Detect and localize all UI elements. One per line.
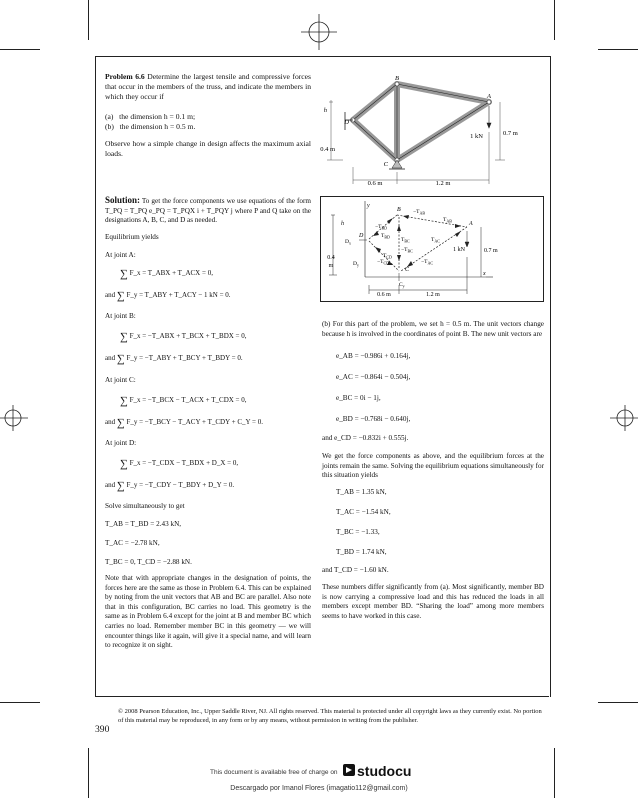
problem-observe: Observe how a simple change in design affects the maximum axial loads. [105,139,311,158]
crop-mark [598,702,638,703]
result-1: T_AB = T_BD = 2.43 kN, [105,520,182,528]
equation-a2: and ∑ F_y = T_ABY + T_ACY − 1 kN = 0. [105,290,231,302]
node-label-a: A [487,93,491,100]
unit-vector-bd: e_BD = −0.768i − 0.640j, [336,415,411,423]
copyright-notice: © 2008 Pearson Education, Inc., Upper Saddle River, NJ. All rights reserved. This material is protected under all copyright laws as they currently exist. No portion of this material may be reproduced, in any form or by any means, without permission in writing from the publisher. [118,708,542,724]
load-label: 1 kN [453,247,465,253]
dim-label-h: h [341,221,344,227]
equation-c1: ∑ F_x = −T_BCX − T_ACX + T_CDX = 0, [120,395,247,407]
dim-label-1-2: 1.2 m [435,180,451,187]
registration-mark-icon [608,403,638,433]
equilibrium-text: Equilibrium yields [105,233,159,241]
result-3: T_BC = 0, T_CD = −2.88 kN. [105,558,192,566]
node-label-b: B [397,207,401,213]
node-label-c: C [405,267,410,273]
case-a-text: the dimension h = 0.1 m; [119,112,196,121]
download-credit: Descargado por Imanol Flores (imagatio112@gmail.com) [230,785,408,792]
problem-statement [105,72,311,102]
part-b-result-2: T_AC = −1.54 kN, [336,508,391,516]
part-b-result-1: T_AB = 1.35 kN, [336,488,387,496]
unit-vector-ac: e_AC = −0.864i − 0.504j, [336,373,411,381]
reaction-label: $D_x$ [345,239,351,246]
dim-label-0-4: 0.4 m [320,146,335,153]
page-frame-bottom [95,696,549,697]
dim-label-0-7: 0.7 m [503,130,518,137]
part-b-intro: (b) For this part of the problem, we set h = 0.5 m. The unit vectors change because h is involved in the coordinates of point B. The new unit vectors are [322,320,544,338]
force-label: $T_{BD}$ [381,233,390,240]
node-label-c: C [383,161,388,168]
case-b-text: the dimension h = 0.5 m. [119,122,196,131]
node-label-d: D [359,233,364,239]
unit-vector-cd: and e_CD = −0.832i + 0.555j. [322,434,409,442]
equation-b1: ∑ F_x = −T_ABX + T_BCX + T_BDX = 0, [120,331,247,343]
force-label: $-T_{AB}$ [413,209,426,216]
dim-label-0-4-unit: m [328,263,334,269]
equation-c2: and ∑ F_y = −T_BCY − T_ACY + T_CDY + C_Y = 0. [105,417,263,429]
crop-mark [554,0,555,40]
case-b [105,122,315,132]
solve-text: Solve simultaneously to get [105,502,185,510]
node-label-b: B [395,75,399,82]
part-b-result-3: T_BC = −1.33, [336,528,380,536]
problem-label: Problem 6.6 [105,72,145,81]
dim-label-0-6: 0.6 m [377,292,391,298]
crop-mark [598,49,638,50]
equation-a1: ∑ F_x = T_ABX + T_ACX = 0, [120,268,213,280]
case-a-tag: (a) [105,112,114,121]
dim-label-0-6: 0.6 m [367,180,383,187]
part-b-conclusion: These numbers differ significantly from (a). Most significantly, member BD is now carrying a compressive load and this has reduced the loads in all members except member BD. “Sharing the load” among more members seems to have worked in this case. [322,583,544,620]
crop-mark [88,0,89,40]
solution-intro-text: To get the force components we use equations of the form T_PQ = T_PQ e_PQ = T_PQX i + T_PQY j where P and Q take on the designations A, B, C, and D as needed. [105,197,311,225]
problem-text: Determine the largest tensile and compressive forces that occur in the members of the truss, and indicate the members in which they occur if [105,72,311,101]
force-label: $T_{BC}$ [401,237,410,244]
node-label-a: A [469,221,473,227]
axis-label-y: y [367,203,370,209]
crop-mark [0,702,40,703]
available-text: This document is available free of charge on [210,769,338,776]
case-b-tag: (b) [105,122,114,131]
reaction-label: $D_y$ [353,261,359,268]
load-label: 1 kN [470,133,483,140]
force-label: $-T_{AC}$ [421,259,434,266]
joint-b-heading: At joint B: [105,312,136,320]
force-label: $-T_{BC}$ [401,247,413,254]
unit-vector-ab: e_AB = −0.986i + 0.164j, [336,352,411,360]
axis-label-x: x [483,271,486,277]
part-b-text: We get the force components as above, and the equilibrium forces at the joints remain the same. Solving the equilibrium equations simultaneously for this situation yields [322,452,544,480]
equation-b2: and ∑ F_y = −T_ABY + T_BCY + T_BDY = 0. [105,353,243,365]
case-a [105,112,315,122]
part-b-result-5: and T_CD = −1.60 kN. [322,566,389,574]
solution-label: Solution: [105,195,141,205]
studocu-logo-icon [342,763,356,777]
registration-mark-icon [0,403,30,433]
result-2: T_AC = −2.78 kN, [105,539,160,547]
equation-d1: ∑ F_x = −T_CDX − T_BDX + D_X = 0, [120,458,239,470]
force-label: $T_{AB}$ [443,217,452,224]
solution-note: Note that with appropriate changes in the designation of points, the forces here are the same as those in Problem 6.4. This can be explained by noting from the unit vectors that AB and BC are parallel. Also note that in this configuration, BC carries no load. This geometry is the same as in Problem 6.4 except for the joint at B and member BC which carries no load. Remember member BC in this geometry — we will encounter things like it again, will give it a special name, and will learn to recognize it on sight. [105,574,311,650]
truss-figure [315,72,518,192]
reaction-label: $C_y$ [399,282,405,289]
registration-mark-icon [299,12,339,52]
dim-label-0-7: 0.7 m [484,248,498,254]
page-number: 390 [95,724,110,735]
dim-label-0-4: 0.4 [327,255,335,261]
crop-mark [0,49,40,50]
joint-a-heading: At joint A: [105,251,136,259]
force-label: $-T_{CD}$ [377,259,390,266]
free-body-diagram [321,197,541,299]
force-label: $T_{AC}$ [431,237,440,244]
unit-vector-bc: e_BC = 0i − 1j, [336,394,381,402]
joint-c-heading: At joint C: [105,376,136,384]
joint-d-heading: At joint D: [105,439,137,447]
node-label-d: D [344,119,349,126]
studocu-brand: studocu [357,763,412,779]
force-label: $-T_{BD}$ [375,224,388,231]
dim-label-h: h [323,107,327,114]
solution-intro [105,196,311,226]
force-label: $T_{CD}$ [383,253,392,260]
dim-label-1-2: 1.2 m [426,292,440,298]
part-b-result-4: T_BD = 1.74 kN, [336,548,387,556]
equation-d2: and ∑ F_y = −T_CDY − T_BDY + D_Y = 0. [105,480,235,492]
